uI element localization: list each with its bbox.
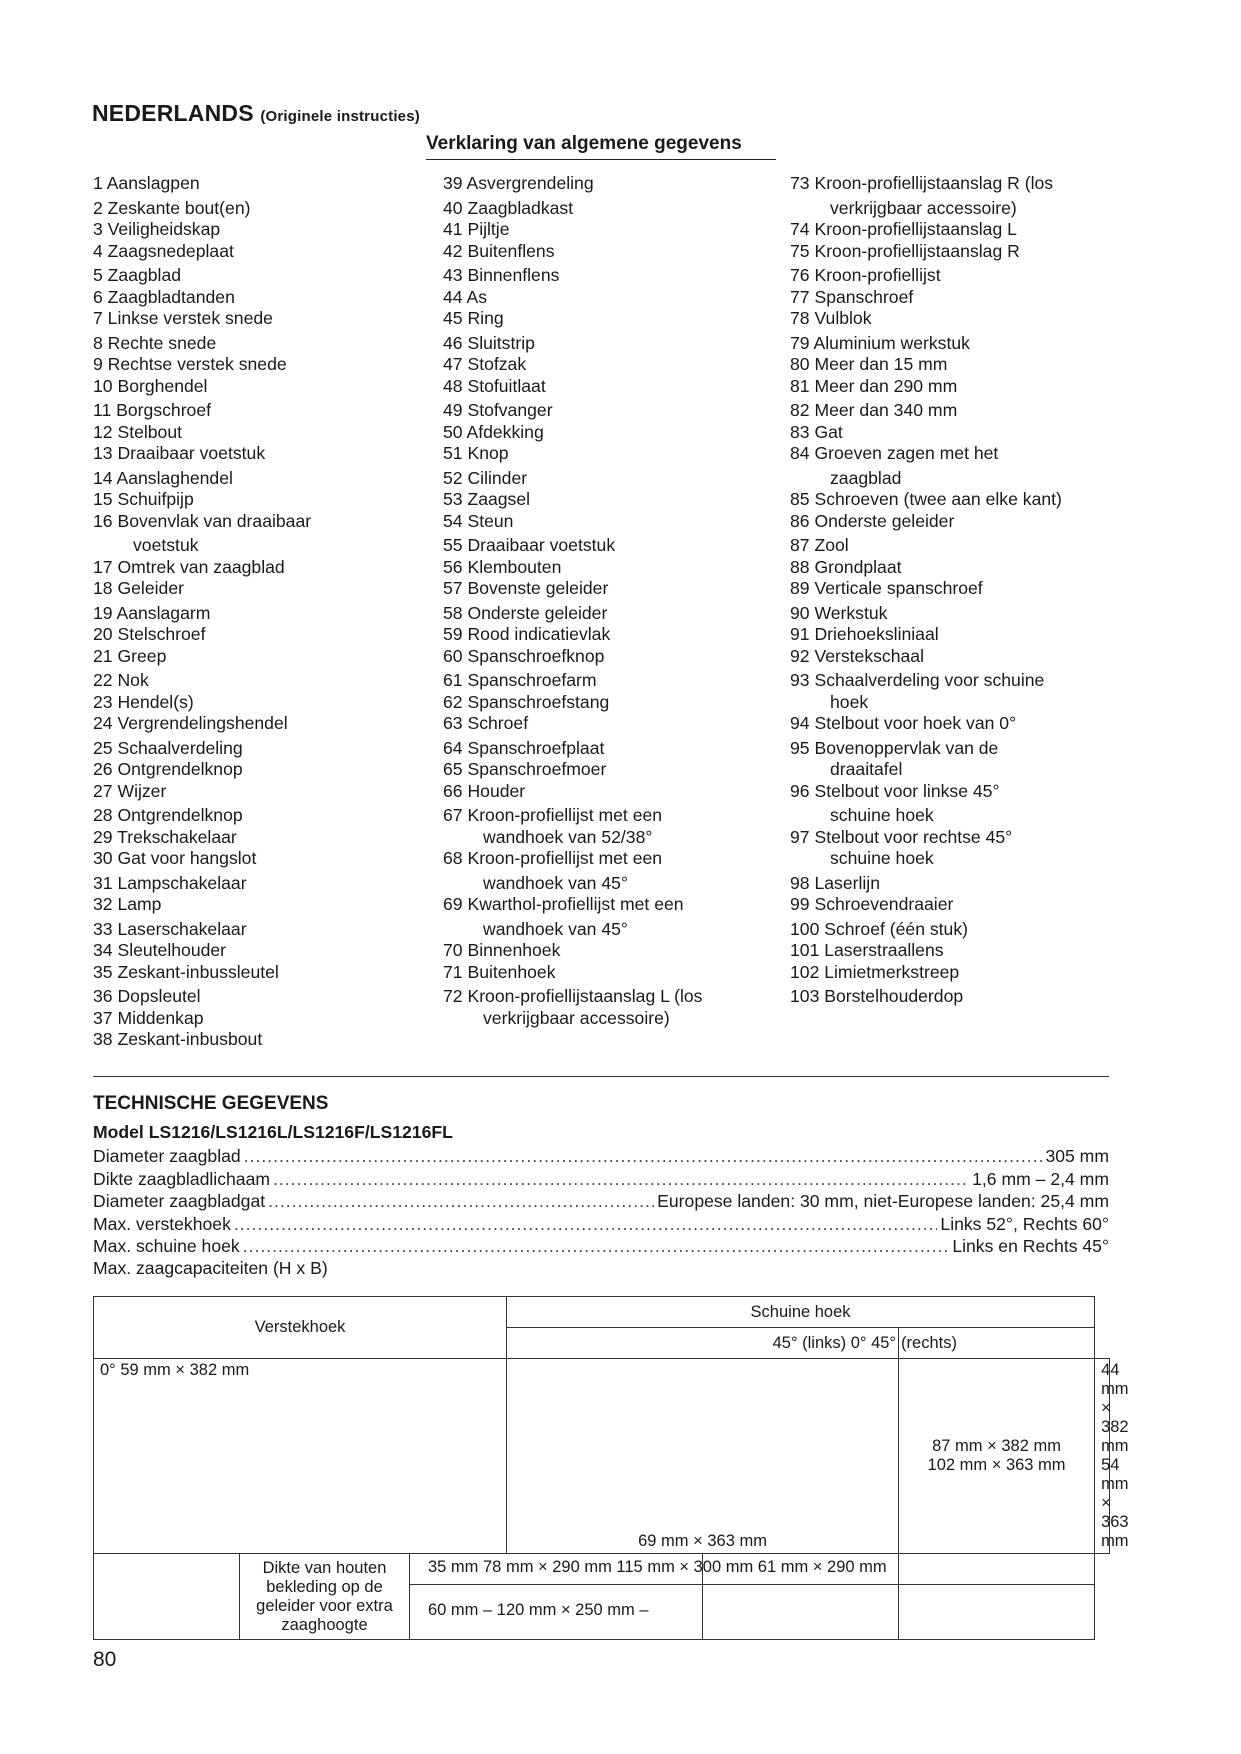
legend-item: 5 Zaagblad	[93, 265, 182, 285]
legend-item: 8 Rechte snede	[93, 332, 217, 353]
legend-item-continuation: wandhoek van 45°	[483, 918, 628, 939]
legend-item: 78 Vulblok	[790, 308, 872, 328]
legend-item-continuation: draaitafel	[830, 759, 903, 779]
legend-item: 34 Sleutelhouder	[93, 940, 227, 960]
facing-label: Dikte van houten bekleding op de geleider voor extra zaaghoogte	[240, 1554, 410, 1640]
legend-item: 6 Zaagbladtanden	[93, 286, 235, 307]
spec-row	[93, 1168, 1109, 1191]
blank-cell	[703, 1585, 899, 1640]
legend-item: 28 Ontgrendelknop	[93, 805, 243, 825]
legend-item: 31 Lampschakelaar	[93, 872, 247, 893]
bevel-header: Schuine hoek	[507, 1297, 1095, 1328]
legend-item: 36 Dopsleutel	[93, 986, 201, 1006]
legend-item: 50 Afdekking	[443, 421, 544, 442]
miter-header: Verstekhoek	[94, 1297, 507, 1359]
legend-item: 59 Rood indicatievlak	[443, 624, 611, 644]
legend-item: 77 Spanschroef	[790, 286, 914, 307]
spec-row	[93, 1213, 1109, 1236]
legend-item-continuation: hoek	[830, 691, 869, 712]
legend-item: 17 Omtrek van zaagblad	[93, 556, 285, 577]
spec-leader	[273, 1168, 969, 1191]
legend-item: 38 Zeskant-inbusbout	[93, 1029, 263, 1049]
legend-item: 9 Rechtse verstek snede	[93, 354, 287, 374]
legend-item: 13 Draaibaar voetstuk	[93, 443, 266, 463]
legend-item: 47 Stofzak	[443, 354, 527, 374]
facing-row-2-text: 60 mm – 120 mm × 250 mm –	[428, 1601, 649, 1619]
legend-item: 96 Stelbout voor linkse 45°	[790, 780, 1000, 801]
language-name: NEDERLANDS	[92, 100, 254, 126]
bevel-subheader-right: (rechts)	[899, 1328, 1095, 1359]
legend-item: 24 Vergrendelingshendel	[93, 713, 288, 733]
legend-item: 66 Houder	[443, 780, 526, 801]
legend-item-continuation: verkrijgbaar accessoire)	[830, 197, 1017, 218]
cell-line: 87 mm × 382 mm	[932, 1437, 1061, 1455]
legend-item: 14 Aanslaghendel	[93, 467, 233, 488]
legend-item: 73 Kroon-profiellijstaanslag R (los	[790, 173, 1054, 193]
legend-item: 57 Bovenste geleider	[443, 578, 609, 598]
blank-cell	[94, 1554, 240, 1640]
legend-item: 81 Meer dan 290 mm	[790, 375, 958, 396]
legend-item: 49 Stofvanger	[443, 400, 553, 420]
legend-item: 88 Grondplaat	[790, 556, 902, 577]
legend-item: 94 Stelbout voor hoek van 0°	[790, 713, 1017, 733]
legend-column-2	[443, 173, 783, 1029]
spec-list	[93, 1145, 1109, 1258]
legend-item: 16 Bovenvlak van draaibaar	[93, 510, 312, 531]
legend-item: 7 Linkse verstek snede	[93, 308, 273, 328]
legend-item: 65 Spanschroefmoer	[443, 759, 607, 779]
blank-cell	[899, 1554, 1095, 1585]
legend-item: 70 Binnenhoek	[443, 940, 561, 960]
legend-item: 44 As	[443, 286, 488, 307]
table-row	[94, 1554, 1110, 1585]
legend-item: 76 Kroon-profiellijst	[790, 265, 941, 285]
legend-item: 23 Hendel(s)	[93, 691, 194, 712]
legend-item: 43 Binnenflens	[443, 265, 560, 285]
spec-value: Links en Rechts 45°	[952, 1236, 1109, 1256]
legend-item: 71 Buitenhoek	[443, 961, 556, 982]
legend-item: 82 Meer dan 340 mm	[790, 400, 958, 420]
spec-value: Europese landen: 30 mm, niet-Europese landen: 25,4 mm	[657, 1191, 1109, 1211]
capacity-table	[93, 1296, 1129, 1640]
legend-item: 83 Gat	[790, 421, 843, 442]
row-zero-cell	[1095, 1359, 1129, 1554]
legend-item: 102 Limietmerkstreep	[790, 961, 960, 982]
row-zero-label: 0° 59 mm × 382 mm	[94, 1359, 507, 1554]
legend-item: 30 Gat voor hangslot	[93, 848, 257, 868]
legend-item-continuation: schuine hoek	[830, 805, 934, 825]
legend-item: 20 Stelschroef	[93, 624, 206, 644]
legend-item-continuation: wandhoek van 52/38°	[483, 826, 653, 847]
legend-item: 1 Aanslagpen	[93, 173, 200, 193]
legend-item: 26 Ontgrendelknop	[93, 759, 243, 779]
legend-item: 89 Verticale spanschroef	[790, 578, 983, 598]
legend-item: 87 Zool	[790, 535, 849, 555]
spec-label: Diameter zaagblad	[93, 1146, 241, 1166]
legend-item: 61 Spanschroefarm	[443, 670, 597, 690]
legend-item: 35 Zeskant-inbussleutel	[93, 961, 279, 982]
legend-item: 67 Kroon-profiellijst met een	[443, 805, 663, 825]
legend-item: 64 Spanschroefplaat	[443, 737, 605, 758]
legend-item: 63 Schroef	[443, 713, 529, 733]
legend-item-continuation: verkrijgbaar accessoire)	[483, 1007, 670, 1028]
legend-item: 75 Kroon-profiellijstaanslag R	[790, 240, 1020, 261]
page-number: 80	[93, 1648, 117, 1671]
cell-line: 102 mm × 363 mm	[927, 1456, 1066, 1474]
model-line: Model LS1216/LS1216L/LS1216F/LS1216FL	[93, 1122, 453, 1142]
legend-item: 18 Geleider	[93, 578, 184, 598]
spec-leader	[268, 1190, 654, 1213]
legend-item: 85 Schroeven (twee aan elke kant)	[790, 489, 1062, 509]
legend-item: 3 Veiligheidskap	[93, 219, 221, 239]
spec-label: Dikte zaagbladlichaam	[93, 1168, 271, 1189]
legend-item: 33 Laserschakelaar	[93, 918, 247, 939]
legend-item: 74 Kroon-profiellijstaanslag L	[790, 219, 1017, 239]
legend-item: 93 Schaalverdeling voor schuine	[790, 670, 1045, 690]
legend-item: 15 Schuifpijp	[93, 489, 194, 509]
legend-item: 27 Wijzer	[93, 780, 167, 801]
legend-item-continuation: zaagblad	[830, 467, 902, 488]
legend-item: 25 Schaalverdeling	[93, 737, 243, 758]
spec-label: Max. verstekhoek	[93, 1213, 231, 1234]
section-divider	[93, 1076, 1109, 1077]
legend-item: 48 Stofuitlaat	[443, 375, 546, 396]
legend-item: 40 Zaagbladkast	[443, 197, 574, 218]
legend-item-continuation: schuine hoek	[830, 848, 934, 868]
language-note: (Originele instructies)	[260, 108, 420, 125]
legend-item: 22 Nok	[93, 670, 149, 690]
legend-item: 86 Onderste geleider	[790, 510, 955, 531]
spec-leader	[234, 1213, 938, 1236]
legend-item: 55 Draaibaar voetstuk	[443, 535, 616, 555]
legend-item: 100 Schroef (één stuk)	[790, 918, 968, 939]
legend-item: 42 Buitenflens	[443, 240, 555, 261]
legend-item: 52 Cilinder	[443, 467, 528, 488]
legend-item: 91 Driehoeksliniaal	[790, 624, 939, 644]
legend-item: 60 Spanschroefknop	[443, 645, 605, 666]
legend-item: 32 Lamp	[93, 894, 162, 914]
legend-item: 53 Zaagsel	[443, 489, 531, 509]
table-row	[94, 1297, 1110, 1328]
legend-column-1	[93, 173, 423, 1051]
legend-item: 51 Knop	[443, 443, 509, 463]
legend-item: 101 Laserstraallens	[790, 940, 944, 960]
legend-item: 79 Aluminium werkstuk	[790, 332, 970, 353]
legend-column-3	[790, 173, 1120, 1008]
legend-item: 11 Borgschroef	[93, 400, 212, 420]
legend-item: 19 Aanslagarm	[93, 602, 211, 623]
spec-row	[93, 1190, 1109, 1213]
legend-item: 98 Laserlijn	[790, 872, 880, 893]
legend-item: 10 Borghendel	[93, 375, 208, 396]
legend-item-continuation: wandhoek van 45°	[483, 872, 628, 893]
cell-line: 54 mm × 363 mm	[1101, 1456, 1129, 1550]
spec-row	[93, 1235, 1109, 1258]
legend-item: 95 Bovenoppervlak van de	[790, 737, 999, 758]
legend-item: 58 Onderste geleider	[443, 602, 608, 623]
spec-leader	[243, 1235, 950, 1258]
table-row	[94, 1359, 1110, 1554]
bevel-subheader: 45° (links) 0° 45°	[507, 1328, 899, 1359]
facing-row-2	[410, 1585, 703, 1640]
legend-title: Verklaring van algemene gegevens	[426, 133, 776, 160]
legend-item: 90 Werkstuk	[790, 602, 888, 623]
facing-row-1-text: 35 mm 78 mm × 290 mm 115 mm × 300 mm 61 mm × 290 mm	[428, 1558, 887, 1576]
legend-item: 4 Zaagsnedeplaat	[93, 240, 234, 261]
blank-cell	[899, 1585, 1095, 1640]
cell-line: 44 mm × 382 mm	[1101, 1361, 1129, 1455]
spec-value: Links 52°, Rechts 60°	[940, 1213, 1109, 1234]
facing-row-1	[410, 1554, 887, 1585]
legend-item: 99 Schroevendraaier	[790, 894, 954, 914]
legend-item: 56 Klembouten	[443, 556, 562, 577]
spec-row	[93, 1145, 1109, 1168]
tech-specs-title: TECHNISCHE GEGEVENS	[93, 1093, 329, 1114]
legend-item: 84 Groeven zagen met het	[790, 443, 999, 463]
legend-item: 45 Ring	[443, 308, 504, 328]
legend-item: 41 Pijltje	[443, 219, 510, 239]
legend-item: 46 Sluitstrip	[443, 332, 535, 353]
legend-item: 37 Middenkap	[93, 1007, 204, 1028]
spec-label: Max. schuine hoek	[93, 1236, 240, 1256]
legend-item: 97 Stelbout voor rechtse 45°	[790, 826, 1013, 847]
legend-item: 103 Borstelhouderdop	[790, 986, 964, 1006]
spec-leader	[244, 1145, 1043, 1168]
spec-label: Diameter zaagbladgat	[93, 1191, 266, 1211]
legend-item: 21 Greep	[93, 645, 167, 666]
legend-item: 68 Kroon-profiellijst met een	[443, 848, 663, 868]
row-zero-cell	[899, 1359, 1095, 1554]
legend-item: 2 Zeskante bout(en)	[93, 197, 251, 218]
row-zero-cell: 69 mm × 363 mm	[507, 1359, 899, 1554]
spec-value: 305 mm	[1045, 1146, 1109, 1166]
legend-item: 69 Kwarthol-profiellijst met een	[443, 894, 684, 914]
legend-item: 29 Trekschakelaar	[93, 826, 237, 847]
legend-item: 62 Spanschroefstang	[443, 691, 610, 712]
legend-item: 92 Verstekschaal	[790, 645, 924, 666]
legend-item: 72 Kroon-profiellijstaanslag L (los	[443, 986, 703, 1006]
language-heading	[92, 100, 420, 127]
legend-item: 12 Stelbout	[93, 421, 183, 442]
legend-item: 80 Meer dan 15 mm	[790, 354, 948, 374]
legend-item: 39 Asvergrendeling	[443, 173, 594, 193]
capacity-label: Max. zaagcapaciteiten (H x B)	[93, 1258, 328, 1278]
spec-value: 1,6 mm – 2,4 mm	[972, 1168, 1109, 1189]
legend-item: 54 Steun	[443, 510, 514, 531]
legend-item-continuation: voetstuk	[133, 535, 199, 555]
